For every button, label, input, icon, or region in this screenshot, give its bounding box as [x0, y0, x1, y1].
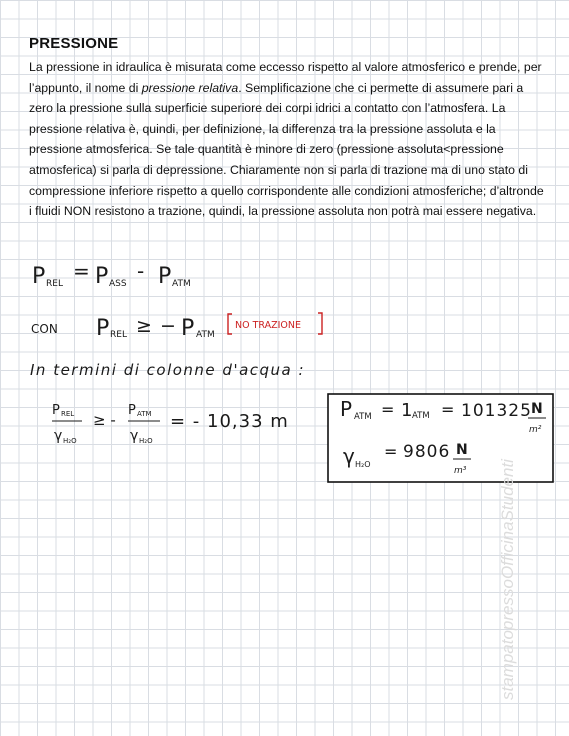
water-column-heading: In termini di colonne d'acqua : — [30, 361, 306, 379]
box-atm-value: 101325 — [461, 401, 532, 421]
note-right-bracket — [318, 313, 322, 334]
eq1-minus: - — [137, 259, 145, 283]
box-p-atm: P — [340, 397, 353, 421]
eq3-result: = - 10,33 m — [170, 411, 289, 432]
equation-water-column — [52, 403, 289, 445]
eq3-den2: γ — [130, 428, 139, 444]
eq1-p-rel: P — [32, 264, 46, 289]
eq3-num1: P — [52, 403, 60, 418]
eq3-den1: γ — [54, 428, 63, 444]
eq1-p-ass-sub: ASS — [109, 279, 127, 289]
eq2-minus: − — [160, 315, 176, 337]
box-gamma-sub: H₂O — [355, 460, 371, 469]
box-unit-den-1: m² — [529, 425, 542, 435]
box-unit-n-2: N — [456, 442, 468, 458]
box-unit-n-1: N — [531, 401, 543, 417]
no-traction-note: NO TRAZIONE — [235, 320, 302, 331]
eq1-p-atm: P — [158, 264, 172, 289]
eq1-p-rel-sub: REL — [46, 279, 63, 289]
note-left-bracket — [228, 314, 232, 334]
eq3-den1-sub: H₂O — [63, 437, 77, 445]
eq3-num1-sub: REL — [61, 410, 75, 418]
eq2-p-atm-sub: ATM — [196, 330, 215, 340]
eq3-num2-sub: ATM — [137, 410, 152, 418]
box-unit-den-2: m³ — [454, 466, 467, 476]
page-title: PRESSIONE — [29, 35, 119, 52]
eq1-p-ass: P — [95, 264, 109, 289]
eq3-num2: P — [128, 403, 136, 418]
equation-relative-pressure — [32, 259, 191, 289]
box-gamma-value: 9806 — [403, 442, 451, 462]
eq1-equals: = — [73, 259, 90, 283]
constants-box — [328, 394, 553, 482]
eq2-geq: ≥ — [136, 315, 152, 337]
box-one: 1 — [401, 400, 413, 421]
eq2-prefix: CON — [31, 322, 58, 336]
equation-constraint — [31, 313, 322, 341]
paragraph-emphasis: pressione relativa — [141, 80, 239, 95]
eq2-p-atm: P — [181, 316, 195, 341]
eq3-rel: ≥ - — [93, 411, 116, 429]
watermark: stampatopressoOfficinaStudenti — [498, 459, 517, 700]
box-equals-1: = — [381, 400, 395, 419]
eq2-p-rel: P — [96, 316, 110, 341]
box-one-sub: ATM — [412, 411, 430, 421]
paragraph-text-2: . Semplificazione che ci permette di assumere pari a zero la pressione sulla superficie superiore dei corpi idrici a contatto con l’atmosfera. La pressione relativa è, quindi, per definizione, la differenza tra la pressione assoluta e la pressione atmosferica. Se tale quantità è minore di zero (pressione assoluta<pressione atmosferica) si parla di depressione. Chiaramente non si parla di trazione ma di uno stato di compressione inferiore rispetto a quello corrispondente alle condizioni atmosferiche; d’altronde i fluidi NON resistono a trazione, quindi, la pressione assoluta non potrà mai essere negativa. — [29, 80, 544, 219]
box-equals-3: = — [384, 442, 398, 461]
eq1-p-atm-sub: ATM — [172, 279, 191, 289]
box-equals-2: = — [441, 400, 455, 419]
box-p-atm-sub: ATM — [354, 412, 372, 422]
paragraph-text-1: La pressione in idraulica è misurata come eccesso rispetto al valore atmosferico e prende, per l’appunto, il nome di — [29, 60, 542, 95]
eq2-p-rel-sub: REL — [110, 330, 127, 340]
box-gamma: γ — [343, 444, 355, 468]
eq3-den2-sub: H₂O — [139, 437, 153, 445]
